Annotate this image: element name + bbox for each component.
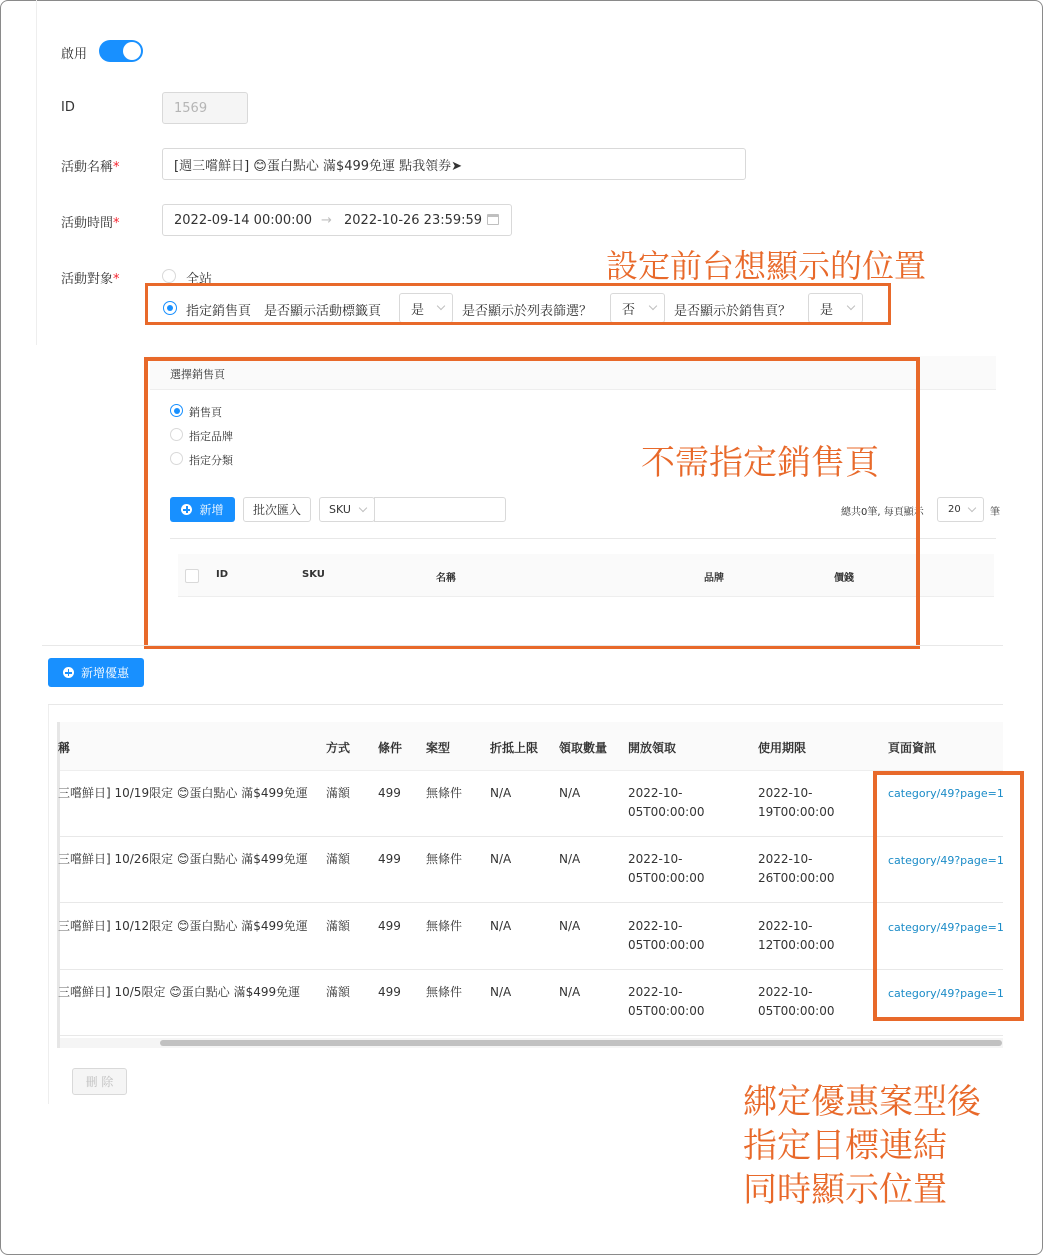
target-label — [61, 268, 120, 287]
option-sales-page-label: 銷售頁 — [189, 406, 222, 419]
coupon-condition: 499 — [378, 852, 401, 866]
toggle-knob — [123, 42, 141, 60]
coupon-qty: N/A — [559, 919, 581, 933]
coupon-cap: N/A — [490, 985, 512, 999]
sales-col-name: 名稱 — [436, 573, 456, 584]
required-mark: * — [113, 216, 120, 231]
coupon-table-top-border — [48, 704, 1003, 705]
coupon-open-time: 05T00:00:00 — [628, 871, 705, 885]
batch-import-button[interactable]: 批次匯入 — [243, 497, 311, 522]
option-all-label: 全站 — [186, 272, 213, 287]
show-sales-value: 是 — [820, 302, 834, 318]
coupon-condition: 499 — [378, 985, 401, 999]
coupon-table-left-border — [48, 704, 49, 1104]
coupon-type: 無條件 — [426, 852, 463, 866]
coupon-expire-time: 12T00:00:00 — [758, 938, 835, 952]
coupon-qty: N/A — [559, 786, 581, 800]
end-time[interactable]: 2022-10-26 23:59:59 — [344, 212, 483, 228]
option-brand-label: 指定品牌 — [189, 430, 233, 443]
col-name-clipped: 稱 — [58, 741, 71, 755]
coupon-open-time: 05T00:00:00 — [628, 805, 705, 819]
coupon-qty: N/A — [559, 852, 581, 866]
show-tag-label: 是否顯示活動標籤頁 — [264, 304, 382, 319]
col-open: 開放領取 — [628, 741, 677, 755]
sales-panel-title: 選擇銷售頁 — [170, 368, 225, 381]
coupon-name: 三嚐鮮日] 10/19限定 😊蛋白點心 滿$499免運 — [58, 786, 308, 800]
coupon-type: 無條件 — [426, 985, 463, 999]
option-category-label: 指定分類 — [189, 454, 233, 467]
coupon-method: 滿額 — [326, 852, 351, 866]
show-filter-label: 是否顯示於列表篩選？ — [462, 304, 593, 319]
show-sales-label: 是否顯示於銷售頁？ — [674, 304, 792, 319]
coupon-expire-time: 26T00:00:00 — [758, 871, 835, 885]
highlight-box-display-options — [145, 283, 891, 325]
time-label — [61, 212, 120, 231]
enable-toggle[interactable] — [99, 40, 143, 62]
add-discount-label: 新增優惠 — [80, 666, 129, 680]
name-label-text: 活動名稱 — [61, 160, 114, 175]
coupon-expire-date: 2022-10- — [758, 852, 813, 866]
sales-col-sku: SKU — [302, 569, 325, 580]
coupon-method: 滿額 — [326, 985, 351, 999]
total-count-text: 總共0筆, 每頁顯示 — [841, 507, 924, 518]
col-method: 方式 — [326, 741, 351, 755]
add-discount-button[interactable] — [48, 658, 144, 687]
col-qty: 領取數量 — [559, 741, 608, 755]
chevron-down-icon — [968, 503, 976, 511]
horizontal-scrollbar-thumb[interactable] — [160, 1040, 1002, 1046]
coupon-page-link[interactable]: category/49?page=1 — [888, 921, 1004, 934]
annotation-display-position: 設定前台想顯示的位置 — [606, 247, 927, 285]
annotation-line-2: 指定目標連結 — [743, 1126, 947, 1166]
coupon-cap: N/A — [490, 786, 512, 800]
page-size-value: 20 — [948, 504, 961, 515]
coupon-open-time: 05T00:00:00 — [628, 1004, 705, 1018]
plus-circle-icon — [63, 667, 74, 678]
col-condition: 條件 — [378, 741, 403, 755]
page-size-select[interactable] — [937, 497, 984, 522]
calendar-icon[interactable] — [487, 214, 499, 225]
arrow-right-icon: → — [321, 212, 332, 228]
coupon-open-time: 05T00:00:00 — [628, 938, 705, 952]
sku-select-value: SKU — [329, 503, 351, 516]
row-divider — [60, 1035, 1003, 1036]
coupon-qty: N/A — [559, 985, 581, 999]
target-label-text: 活動對象 — [61, 272, 114, 287]
required-mark: * — [113, 160, 120, 175]
enable-label: 啟用 — [61, 47, 88, 62]
start-time[interactable]: 2022-09-14 00:00:00 — [174, 212, 313, 228]
annotation-line-1: 綁定優惠案型後 — [743, 1082, 981, 1122]
col-expire: 使用期限 — [758, 741, 807, 755]
section-divider — [42, 645, 1003, 646]
coupon-expire-date: 2022-10- — [758, 919, 813, 933]
annotation-line-3: 同時顯示位置 — [743, 1170, 947, 1210]
coupon-type: 無條件 — [426, 786, 463, 800]
coupon-expire-time: 19T00:00:00 — [758, 805, 835, 819]
date-range-picker[interactable] — [162, 204, 512, 236]
coupon-name: 三嚐鮮日] 10/12限定 😊蛋白點心 滿$499免運 — [58, 919, 308, 933]
coupon-cap: N/A — [490, 919, 512, 933]
coupon-open-date: 2022-10- — [628, 919, 683, 933]
sales-col-price: 價錢 — [834, 573, 854, 584]
delete-button[interactable]: 刪 除 — [72, 1068, 127, 1095]
sales-col-id: ID — [216, 569, 229, 580]
coupon-name: 三嚐鮮日] 10/5限定 😊蛋白點心 滿$499免運 — [58, 985, 301, 999]
coupon-cap: N/A — [490, 852, 512, 866]
time-label-text: 活動時間 — [61, 216, 114, 231]
highlight-box-sales-panel — [144, 357, 920, 649]
coupon-expire-date: 2022-10- — [758, 786, 813, 800]
coupon-page-link[interactable]: category/49?page=1 — [888, 854, 1004, 867]
radio-all-site[interactable] — [162, 269, 176, 283]
form-left-border — [36, 0, 37, 345]
name-label — [61, 156, 120, 175]
show-filter-value: 否 — [622, 302, 636, 318]
required-mark: * — [113, 272, 120, 287]
id-label: ID — [61, 100, 75, 115]
annotation-no-sales-page: 不需指定銷售頁 — [641, 443, 879, 483]
add-label: 新增 — [199, 503, 224, 517]
row-divider — [60, 902, 1003, 903]
coupon-type: 無條件 — [426, 919, 463, 933]
coupon-condition: 499 — [378, 786, 401, 800]
coupon-method: 滿額 — [326, 786, 351, 800]
coupon-page-link[interactable]: category/49?page=1 — [888, 987, 1004, 1000]
coupon-open-date: 2022-10- — [628, 786, 683, 800]
coupon-condition: 499 — [378, 919, 401, 933]
coupon-expire-time: 05T00:00:00 — [758, 1004, 835, 1018]
page-size-suffix-clipped: 筆 — [990, 507, 1000, 518]
annotation-bind-coupon — [743, 1080, 981, 1212]
row-divider — [60, 969, 1003, 970]
coupon-expire-date: 2022-10- — [758, 985, 813, 999]
sales-col-brand: 品牌 — [704, 573, 724, 584]
col-cap: 折抵上限 — [490, 741, 539, 755]
coupon-page-link[interactable]: category/49?page=1 — [888, 787, 1004, 800]
coupon-open-date: 2022-10- — [628, 852, 683, 866]
highlight-box-page-info — [873, 771, 1024, 1021]
show-tag-value: 是 — [411, 302, 425, 318]
option-specific-label: 指定銷售頁 — [186, 304, 252, 319]
col-page-info: 頁面資訊 — [888, 741, 937, 755]
id-field: 1569 — [162, 92, 248, 124]
coupon-name: 三嚐鮮日] 10/26限定 😊蛋白點心 滿$499免運 — [58, 852, 308, 866]
col-type: 案型 — [426, 741, 451, 755]
coupon-open-date: 2022-10- — [628, 985, 683, 999]
activity-name-input[interactable]: [週三嚐鮮日] 😊蛋白點心 滿$499免運 點我領券➤ — [162, 148, 746, 180]
coupon-method: 滿額 — [326, 919, 351, 933]
row-divider — [60, 836, 1003, 837]
